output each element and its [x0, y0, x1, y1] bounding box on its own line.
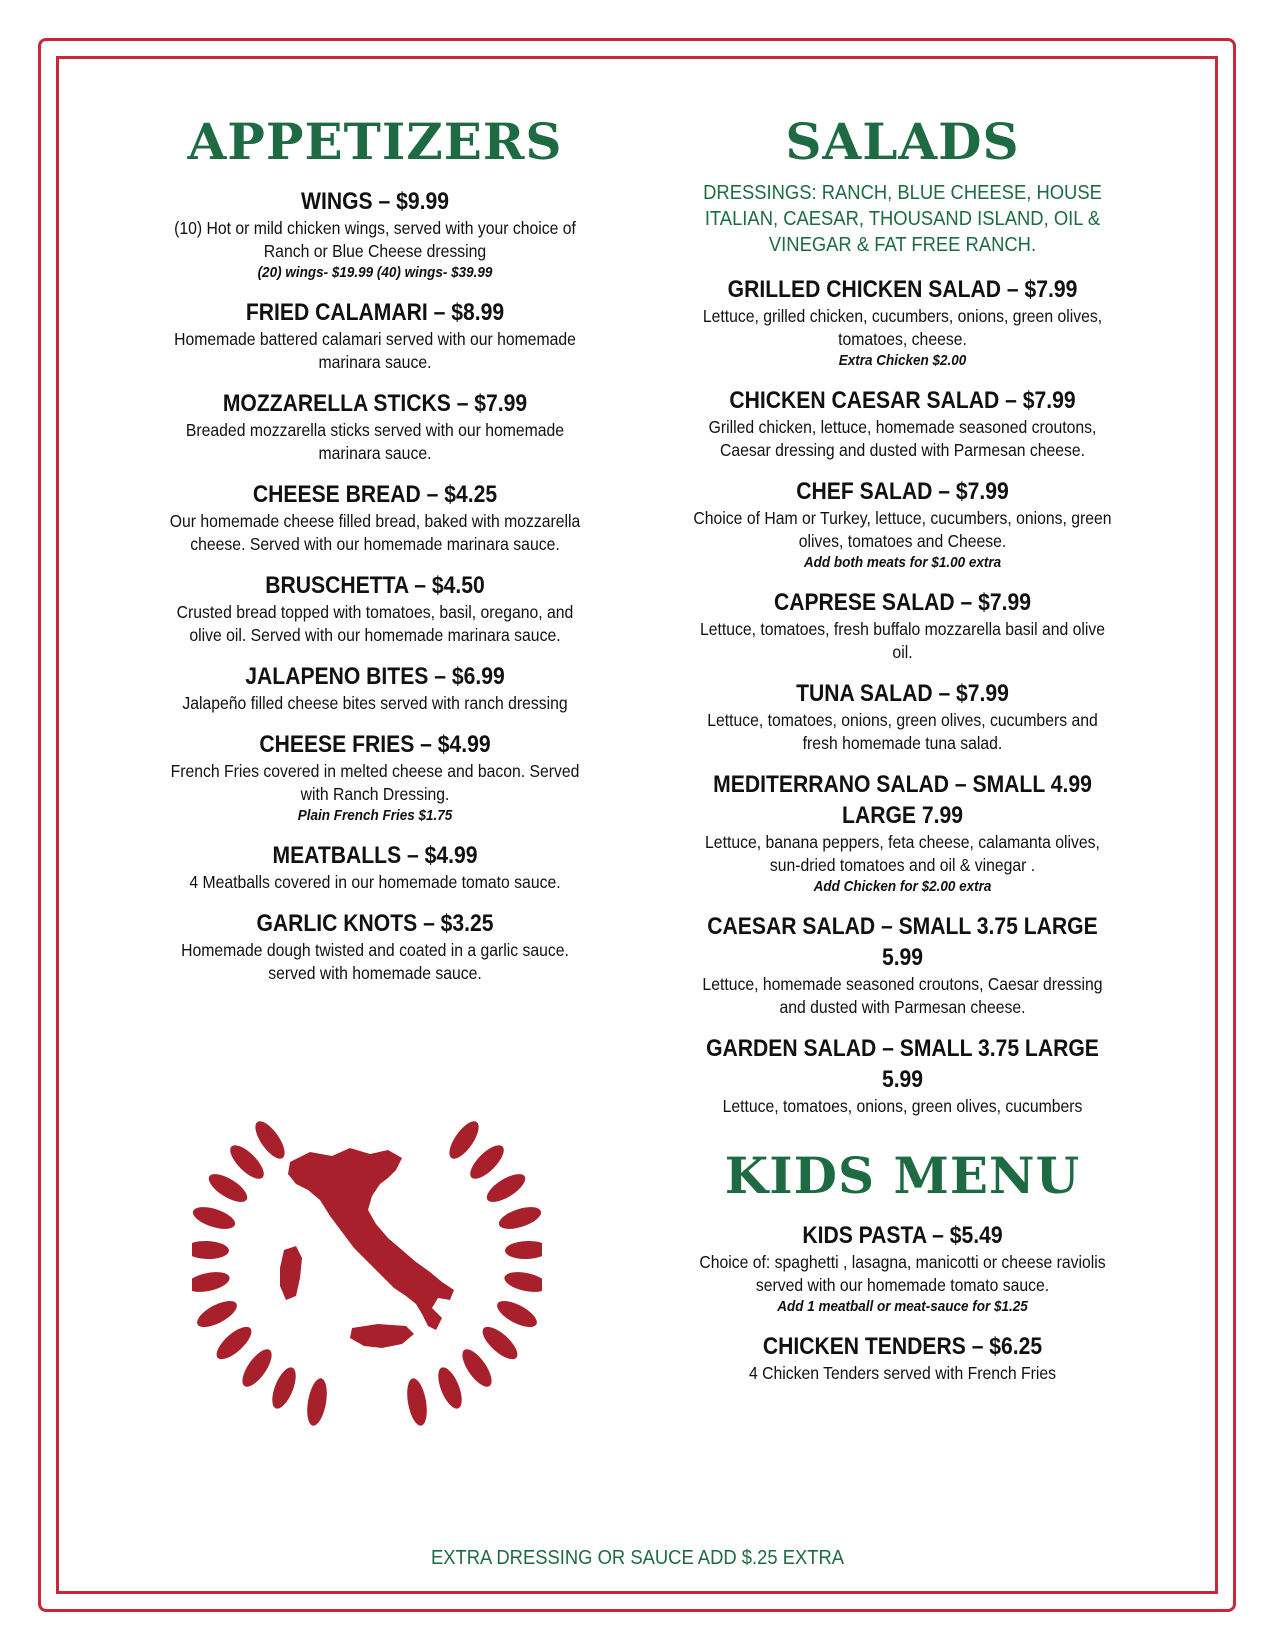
menu-item	[140, 840, 610, 894]
kids-list	[665, 1220, 1140, 1385]
menu-item-description: Our homemade cheese filled bread, baked with mozzarella cheese. Served with our homemade marinara sauce.	[169, 511, 581, 554]
menu-item-title: KIDS PASTA – $5.49	[802, 1222, 1003, 1249]
menu-item-description: Lettuce, tomatoes, onions, green olives, cucumbers and fresh homemade tuna salad.	[707, 710, 1098, 753]
menu-item	[665, 678, 1140, 755]
menu-item-note: Plain French Fries $1.75	[297, 807, 453, 824]
menu-item-description: Choice of Ham or Turkey, lettuce, cucumbers, onions, green olives, tomatoes and Cheese.	[693, 508, 1112, 551]
menu-item	[665, 1220, 1140, 1317]
menu-item	[665, 476, 1140, 573]
menu-item-description: Lettuce, grilled chicken, cucumbers, onions, green olives, tomatoes, cheese.	[702, 306, 1103, 349]
menu-item-description: Lettuce, tomatoes, onions, green olives, cucumbers	[722, 1096, 1083, 1116]
menu-item-title: MOZZARELLA STICKS – $7.99	[222, 390, 528, 417]
menu-item-note: (20) wings- $19.99 (40) wings- $39.99	[257, 264, 493, 281]
menu-item-title: JALAPENO BITES – $6.99	[245, 663, 505, 690]
menu-item	[140, 729, 610, 826]
kids-section	[665, 1146, 1140, 1385]
menu-item-note: Add Chicken for $2.00 extra	[813, 878, 992, 895]
menu-item	[665, 274, 1140, 371]
menu-item-title: CHICKEN CAESAR SALAD – $7.99	[729, 387, 1076, 414]
kids-heading: KIDS MENU	[724, 1146, 1081, 1205]
menu-item	[665, 587, 1140, 664]
menu-item-description: Choice of: spaghetti , lasagna, manicotti or cheese raviolis served with our homemade tomato sauce.	[699, 1252, 1106, 1295]
menu-item	[140, 479, 610, 556]
menu-item	[140, 570, 610, 647]
appetizers-section	[140, 112, 610, 999]
menu-item	[140, 908, 610, 985]
menu-item	[665, 385, 1140, 462]
menu-item	[665, 1331, 1140, 1385]
menu-item	[140, 297, 610, 374]
menu-item-title: CAPRESE SALAD – $7.99	[773, 589, 1032, 616]
menu-item	[665, 911, 1140, 1019]
menu-item-title: GARDEN SALAD – SMALL 3.75 LARGE 5.99	[706, 1035, 1099, 1093]
menu-item-title: BRUSCHETTA – $4.50	[265, 572, 485, 599]
salads-heading: SALADS	[785, 112, 1020, 171]
menu-item-title: WINGS – $9.99	[301, 188, 449, 215]
italy-map-icon	[288, 1148, 454, 1330]
menu-item-title: GARLIC KNOTS – $3.25	[256, 910, 494, 937]
menu-item-description: Jalapeño filled cheese bites served with ranch dressing	[182, 693, 568, 713]
menu-item-title: CAESAR SALAD – SMALL 3.75 LARGE 5.99	[707, 913, 1098, 971]
menu-item-description: Breaded mozzarella sticks served with our homemade marinara sauce.	[185, 420, 565, 463]
menu-item-title: CHEESE BREAD – $4.25	[252, 481, 498, 508]
menu-item-description: Homemade battered calamari served with our homemade marinara sauce.	[174, 329, 576, 372]
menu-item-description: Lettuce, tomatoes, fresh buffalo mozzarella basil and olive oil.	[699, 619, 1106, 662]
menu-item-title: GRILLED CHICKEN SALAD – $7.99	[727, 276, 1078, 303]
dressings-note: DRESSINGS: RANCH, BLUE CHEESE, HOUSE ITALIAN, CAESAR, THOUSAND ISLAND, OIL & VINEGAR & FAT FREE RANCH.	[703, 182, 1102, 256]
menu-item-title: CHEESE FRIES – $4.99	[259, 731, 491, 758]
appetizers-list	[140, 186, 610, 985]
salads-section	[665, 112, 1140, 1399]
sicily-icon	[350, 1324, 414, 1348]
menu-item-title: MEDITERRANO SALAD – SMALL 4.99 LARGE 7.99	[713, 771, 1092, 829]
sardinia-icon	[280, 1246, 302, 1300]
menu-item-title: TUNA SALAD – $7.99	[796, 680, 1009, 707]
menu-item-note: Extra Chicken $2.00	[838, 352, 967, 369]
menu-item-note: Add both meats for $1.00 extra	[803, 554, 1002, 571]
menu-item-description: French Fries covered in melted cheese and bacon. Served with Ranch Dressing.	[170, 761, 580, 804]
menu-item-description: Crusted bread topped with tomatoes, basil, oregano, and olive oil. Served with our homemade marinara sauce.	[176, 602, 574, 645]
menu-item	[665, 1033, 1140, 1118]
menu-item-description: Homemade dough twisted and coated in a garlic sauce. served with homemade sauce.	[181, 940, 569, 983]
menu-item-title: FRIED CALAMARI – $8.99	[245, 299, 505, 326]
menu-item-title: MEATBALLS – $4.99	[272, 842, 478, 869]
menu-item-description: Grilled chicken, lettuce, homemade seasoned croutons, Caesar dressing and dusted with Parmesan cheese.	[708, 417, 1097, 460]
menu-item-note: Add 1 meatball or meat-sauce for $1.25	[777, 1298, 1028, 1315]
menu-item	[140, 661, 610, 715]
menu-item-description: 4 Meatballs covered in our homemade tomato sauce.	[189, 872, 561, 892]
footer-note: EXTRA DRESSING OR SAUCE ADD $.25 EXTRA	[430, 1547, 845, 1569]
menu-item-description: (10) Hot or mild chicken wings, served with your choice of Ranch or Blue Cheese dressing	[174, 218, 576, 261]
menu-item-description: Lettuce, banana peppers, feta cheese, calamanta olives, sun-dried tomatoes and oil & vinegar .	[705, 832, 1100, 875]
appetizers-heading: APPETIZERS	[187, 112, 563, 171]
menu-item-title: CHICKEN TENDERS – $6.25	[762, 1333, 1043, 1360]
menu-item-description: Lettuce, homemade seasoned croutons, Caesar dressing and dusted with Parmesan cheese.	[702, 974, 1103, 1017]
menu-item	[665, 769, 1140, 897]
menu-item	[140, 388, 610, 465]
salads-list	[665, 274, 1140, 1118]
italy-laurel-emblem-icon	[192, 1100, 542, 1430]
menu-item	[140, 186, 610, 283]
menu-item-description: 4 Chicken Tenders served with French Fries	[749, 1363, 1056, 1383]
menu-item-title: CHEF SALAD – $7.99	[796, 478, 1009, 505]
